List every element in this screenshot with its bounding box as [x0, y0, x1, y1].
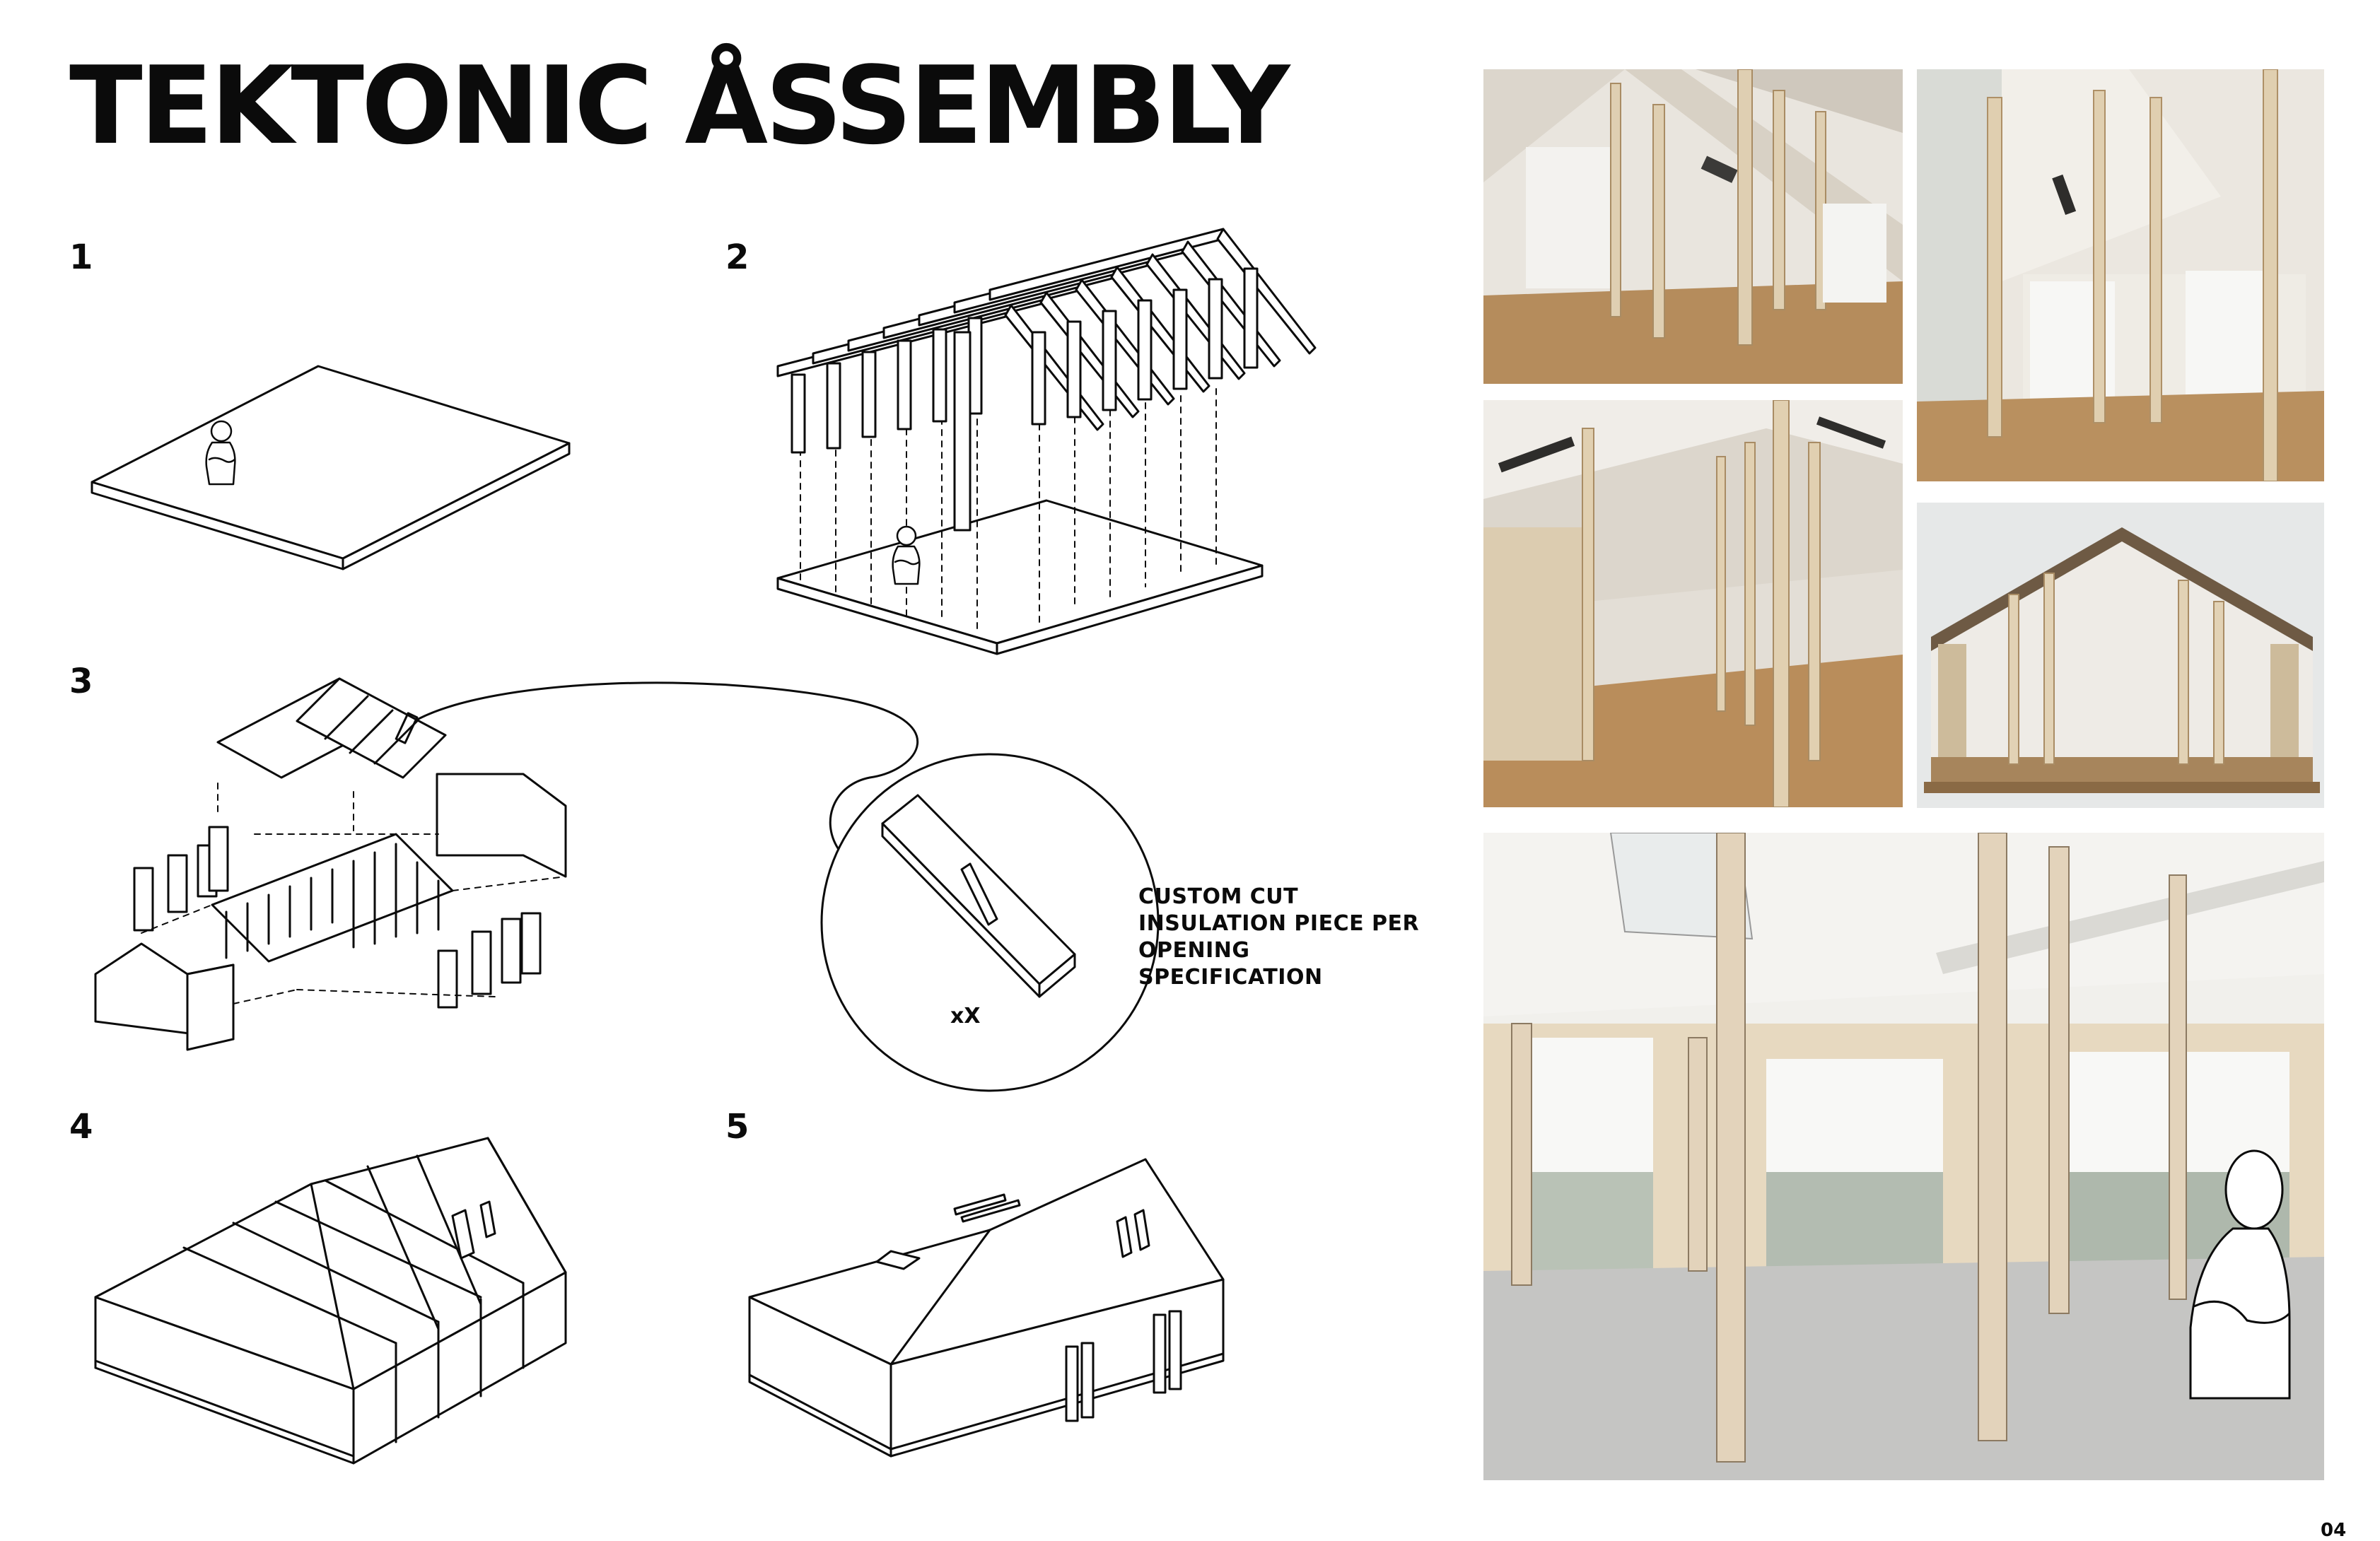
step2-frame	[778, 229, 1315, 654]
step-number-4: 4	[69, 1107, 93, 1147]
model-photo-4	[1917, 503, 2324, 808]
step-number-1: 1	[69, 238, 93, 277]
model-photo-1	[1483, 69, 1903, 384]
model-photo-2	[1917, 69, 2324, 481]
step3-exploded-assembly	[95, 679, 1158, 1091]
step5-cabin	[749, 1159, 1223, 1456]
callout-line: SPECIFICATION	[1138, 965, 1323, 990]
quantity-label: xX	[950, 1004, 981, 1029]
page-title: TEKTONIC ÅSSEMBLY	[69, 43, 1288, 168]
callout-line: CUSTOM CUT	[1138, 884, 1299, 909]
step-number-2: 2	[725, 238, 749, 277]
model-photo-3	[1483, 400, 1903, 807]
step4-cabin	[95, 1138, 566, 1463]
step-number-3: 3	[69, 662, 93, 701]
step-number-5: 5	[725, 1107, 749, 1147]
page-number: 04	[2321, 1520, 2347, 1541]
interior-rendering	[1483, 833, 2324, 1480]
callout-line: OPENING	[1138, 938, 1250, 963]
person-figure-icon	[893, 527, 920, 584]
callout-line: INSULATION PIECE PER	[1138, 911, 1420, 936]
insulation-callout	[1138, 884, 1464, 991]
person-figure-icon	[206, 421, 235, 484]
step1-base-slab	[92, 366, 569, 569]
